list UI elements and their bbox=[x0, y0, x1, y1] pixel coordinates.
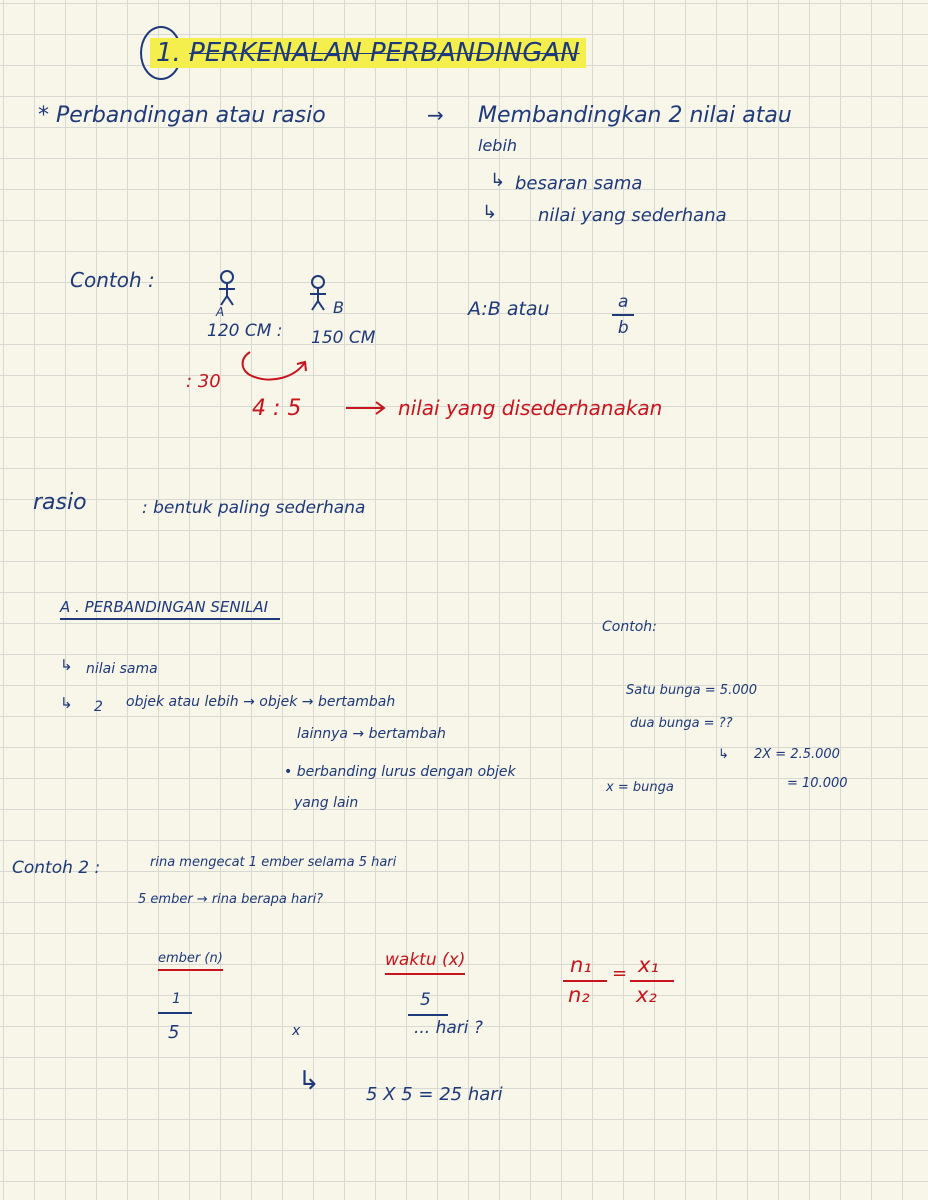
formula-n2: n₂ bbox=[568, 983, 590, 1007]
formula-x1: x₁ bbox=[638, 953, 659, 977]
height-a: 120 CM : bbox=[207, 321, 283, 341]
side-example-line4: = 10.000 bbox=[787, 776, 848, 791]
side-example-line5: x = bunga bbox=[606, 780, 674, 795]
side-example-line3: 2X = 2.5.000 bbox=[754, 747, 840, 762]
result-arrow: ↳ bbox=[298, 1066, 320, 1096]
side-example-line3-arrow: ↳ bbox=[718, 747, 729, 762]
divide-by: : 30 bbox=[186, 371, 221, 392]
section-a-item1: nilai sama bbox=[86, 661, 158, 677]
title-text: PERKENALAN PERBANDINGAN bbox=[189, 38, 580, 68]
section-a-heading: A . PERBANDINGAN SENILAI bbox=[60, 600, 280, 620]
formula-x2: x₂ bbox=[636, 983, 657, 1007]
definition-term: * Perbandingan atau rasio bbox=[38, 103, 326, 128]
col2-top: 5 bbox=[420, 990, 431, 1010]
definition-desc2: lebih bbox=[478, 136, 518, 155]
side-example-line1: Satu bunga = 5.000 bbox=[626, 683, 758, 698]
col1-bottom: 5 bbox=[168, 1022, 180, 1043]
fraction-numerator: a bbox=[618, 292, 629, 312]
side-example-label: Contoh: bbox=[602, 619, 657, 635]
cross-symbol: x bbox=[292, 1023, 301, 1039]
col2-header-text: waktu (x) bbox=[385, 950, 465, 975]
section-a-bullet1: • berbanding lurus dengan objek bbox=[284, 764, 516, 780]
section-a-item2-arrow: ↳ bbox=[60, 694, 73, 712]
ratio-notation: A:B atau bbox=[468, 298, 550, 320]
height-b: 150 CM bbox=[311, 328, 376, 348]
page-title bbox=[150, 38, 586, 68]
col2-bottom: ... hari ? bbox=[414, 1018, 483, 1038]
section-a-item2: objek atau lebih → objek → bertambah bbox=[126, 694, 396, 710]
definition-arrow: → bbox=[427, 103, 444, 127]
definition-sub1: besaran sama bbox=[515, 173, 643, 194]
section-a-item2-prefix: 2 bbox=[94, 699, 103, 715]
definition-sub2-arrow: ↳ bbox=[482, 202, 498, 223]
person-a-label: A bbox=[216, 305, 225, 319]
formula-bar-left bbox=[563, 980, 607, 982]
section-a-bullet1b: yang lain bbox=[294, 795, 359, 811]
definition-desc1: Membandingkan 2 nilai atau bbox=[478, 103, 792, 128]
section-a-item2b: lainnya → bertambah bbox=[297, 726, 446, 742]
col1-header bbox=[158, 952, 223, 965]
note-arrow bbox=[346, 402, 384, 414]
example2-line2: 5 ember → rina berapa hari? bbox=[138, 892, 324, 907]
example1-label: Contoh : bbox=[70, 268, 155, 292]
person-b-icon bbox=[310, 276, 326, 310]
formula-equals: = bbox=[612, 963, 628, 984]
col2-divider bbox=[408, 1014, 448, 1016]
rasio-desc: : bentuk paling sederhana bbox=[142, 498, 366, 518]
col2-header bbox=[385, 952, 465, 969]
person-a-icon bbox=[219, 271, 235, 305]
person-b-label: B bbox=[333, 298, 344, 317]
example2-label: Contoh 2 : bbox=[12, 858, 101, 878]
simplify-arrow bbox=[243, 352, 305, 380]
side-example-line2: dua bunga = ?? bbox=[630, 716, 733, 731]
formula-bar-right bbox=[630, 980, 674, 982]
title-number: 1. bbox=[156, 38, 181, 68]
col1-top: 1 bbox=[172, 991, 181, 1007]
col1-header-text: ember (n) bbox=[158, 951, 223, 971]
definition-sub2: nilai yang sederhana bbox=[538, 205, 727, 226]
fraction-denominator: b bbox=[617, 318, 629, 338]
col1-divider bbox=[158, 1012, 192, 1014]
simplified-ratio: 4 : 5 bbox=[252, 396, 302, 421]
definition-sub1-arrow: ↳ bbox=[490, 170, 506, 191]
formula-n1: n₁ bbox=[570, 953, 592, 977]
ratio-note: nilai yang disederhanakan bbox=[398, 396, 663, 420]
rasio-term: rasio bbox=[33, 490, 87, 515]
example2-line1: rina mengecat 1 ember selama 5 hari bbox=[150, 855, 397, 870]
result-line: 5 X 5 = 25 hari bbox=[366, 1084, 503, 1105]
section-a-item1-arrow: ↳ bbox=[60, 656, 73, 674]
ratio-fraction bbox=[612, 292, 634, 338]
